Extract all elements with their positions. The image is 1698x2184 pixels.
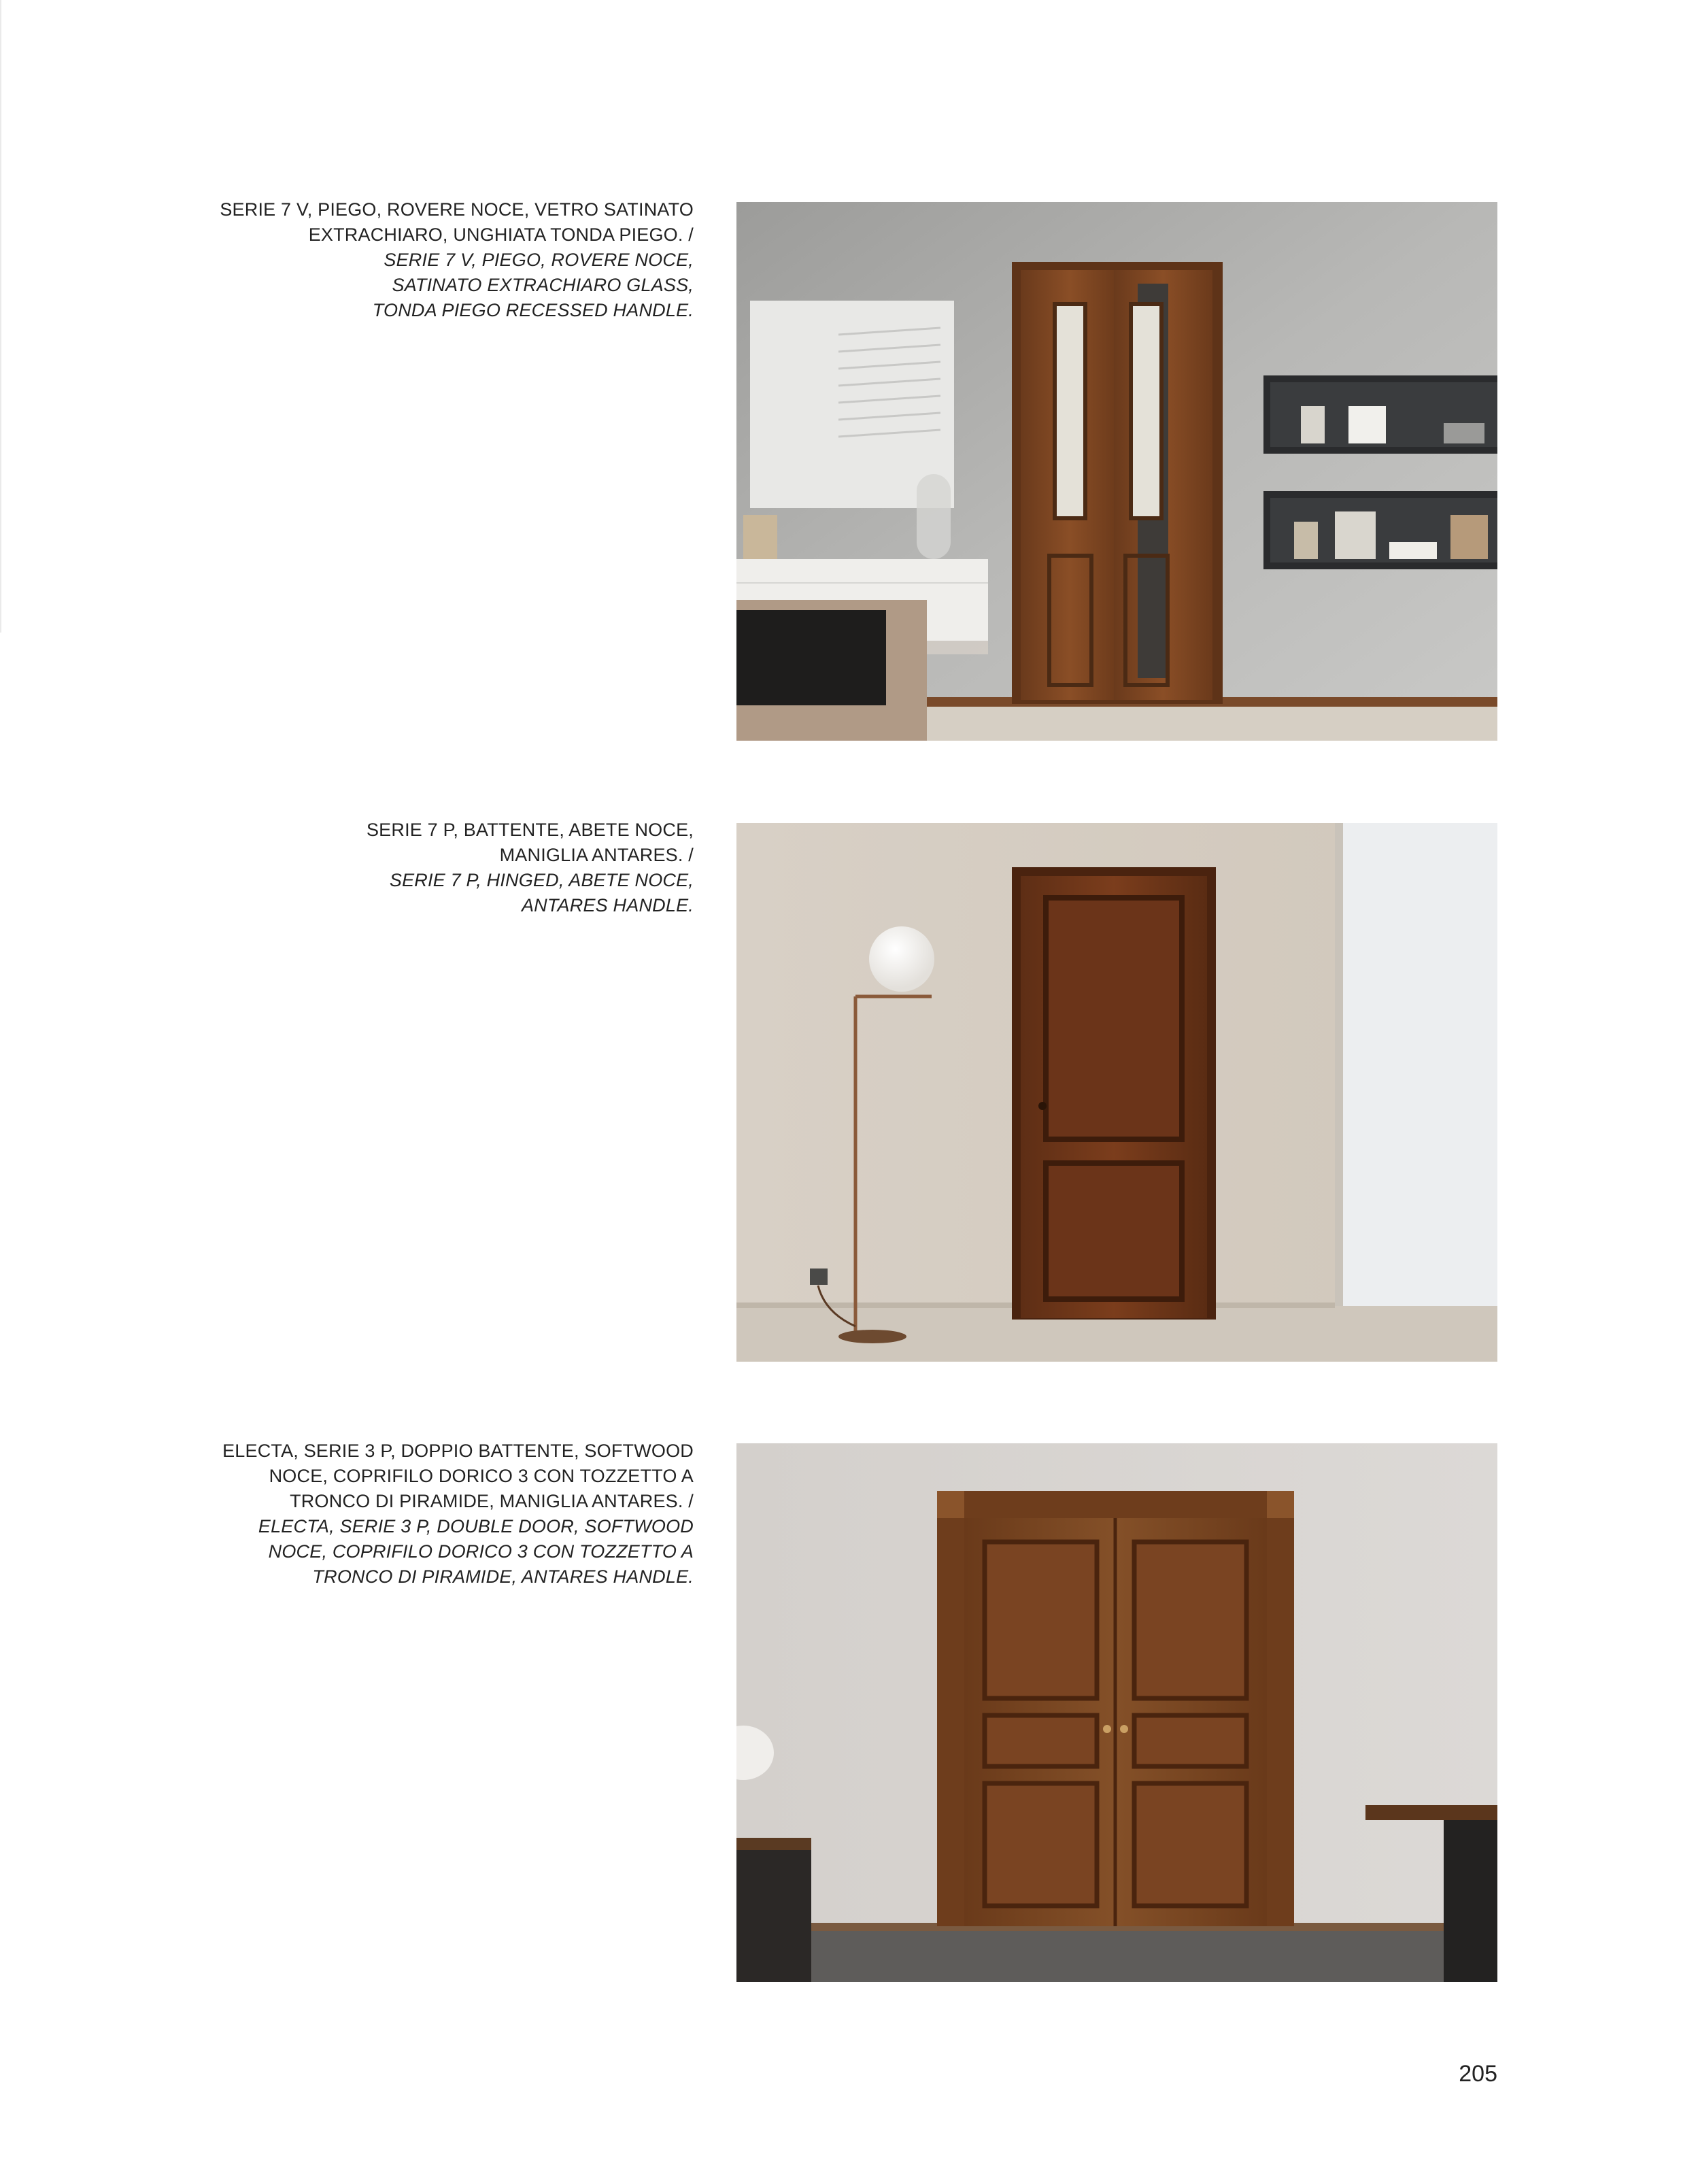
product-3-photo bbox=[736, 1443, 1497, 1982]
caption-line-italic: TONDA PIEGO RECESSED HANDLE. bbox=[372, 300, 694, 320]
caption-line: TRONCO DI PIRAMIDE, MANIGLIA ANTARES. / bbox=[290, 1491, 694, 1511]
caption-line-italic: ELECTA, SERIE 3 P, DOUBLE DOOR, SOFTWOOD bbox=[258, 1516, 694, 1536]
caption-line-italic: SERIE 7 P, HINGED, ABETE NOCE, bbox=[389, 870, 694, 890]
page-number: 205 bbox=[1459, 2061, 1497, 2087]
caption-line: NOCE, COPRIFILO DORICO 3 CON TOZZETTO A bbox=[269, 1466, 694, 1486]
caption-line-italic: TRONCO DI PIRAMIDE, ANTARES HANDLE. bbox=[312, 1566, 694, 1587]
caption-line-italic: ANTARES HANDLE. bbox=[521, 895, 694, 915]
caption-line: MANIGLIA ANTARES. / bbox=[499, 845, 694, 865]
product-3-caption bbox=[184, 1439, 694, 1590]
caption-line: ELECTA, SERIE 3 P, DOPPIO BATTENTE, SOFTWOOD bbox=[222, 1441, 694, 1461]
caption-line-italic: NOCE, COPRIFILO DORICO 3 CON TOZZETTO A bbox=[268, 1541, 694, 1562]
product-2-caption bbox=[184, 818, 694, 918]
caption-line: SERIE 7 P, BATTENTE, ABETE NOCE, bbox=[366, 820, 694, 840]
product-1-photo bbox=[736, 202, 1497, 741]
product-1-caption bbox=[184, 197, 694, 323]
caption-line-italic: SATINATO EXTRACHIARO GLASS, bbox=[392, 275, 694, 295]
product-2-photo bbox=[736, 823, 1497, 1362]
caption-line: EXTRACHIARO, UNGHIATA TONDA PIEGO. / bbox=[308, 224, 694, 245]
page-edge-shadow bbox=[0, 0, 2, 633]
caption-line: SERIE 7 V, PIEGO, ROVERE NOCE, VETRO SATINATO bbox=[220, 199, 694, 220]
caption-line-italic: SERIE 7 V, PIEGO, ROVERE NOCE, bbox=[384, 250, 694, 270]
